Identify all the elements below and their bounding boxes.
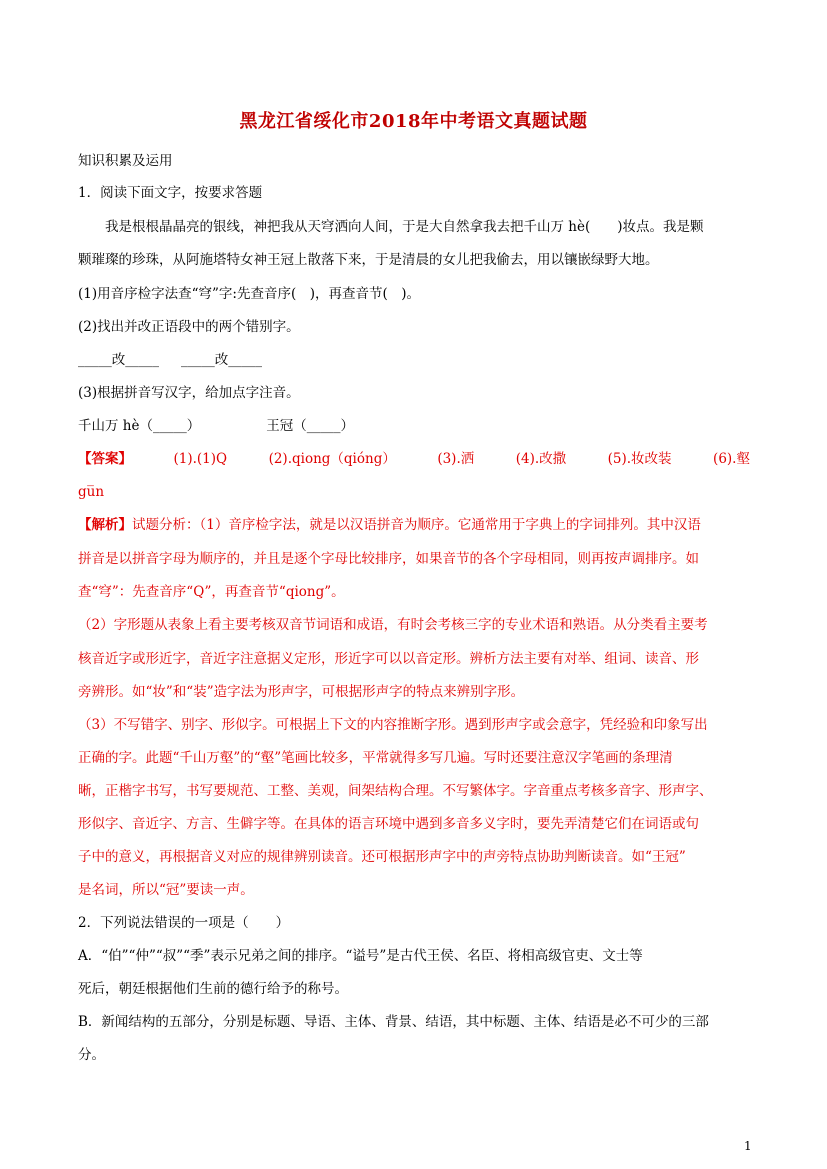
analysis-line-4: （2）字形题从表象上看主要考核双音节词语和成语，有时会考核三字的专业术语和熟语。从分类看主要考	[78, 617, 708, 633]
analysis-line-3: 查“穹”：先查音序“Q”，再查音节“qiong”。	[78, 584, 345, 600]
answer-item: (4).改撒	[515, 451, 567, 467]
analysis-line-1: 【解析】试题分析：（1）音序检字法，就是以汉语拼音为顺序。它通常用于字典上的字词排列。其中汉语	[78, 517, 701, 533]
analysis-line-11: 子中的意义，再根据音义对应的规律辨别读音。还可根据形声字中的声旁特点协助判断读音。如“王冠”	[78, 849, 686, 865]
q1-stem: 1．阅读下面文字，按要求答题	[78, 185, 263, 201]
analysis-line-10: 形似字、音近字、方言、生僻字等。在具体的语言环境中遇到多音多义字时，要先弄清楚它们在词语或句	[78, 816, 699, 832]
answer-item: (2).qiong（qióng）	[268, 451, 396, 467]
page-number: 1	[744, 1139, 752, 1153]
analysis-line-7: （3）不写错字、别字、形似字。可根据上下文的内容推断字形。遇到形声字或会意字，凭经验和印象写出	[78, 717, 708, 733]
answer-item: (1).(1)Q	[173, 451, 228, 467]
fill-b: 王冠（_____）	[266, 418, 354, 434]
document-title: 黑龙江省绥化市2018年中考语文真题试题	[239, 111, 588, 132]
blank-b: _____改_____	[181, 352, 262, 368]
q2-option-b-line-1: B．新闻结构的五部分，分别是标题、导语、主体、背景、结语，其中标题、主体、结语是必不可少的三部	[78, 1014, 709, 1030]
analysis-line-8: 正确的字。此题“千山万壑”的“壑”笔画比较多，平常就得多写几遍。写时还要注意汉字笔画的条理清	[78, 750, 673, 766]
analysis-line-6: 旁辨形。如“妆”和“装”造字法为形声字，可根据形声字的特点来辨别字形。	[78, 684, 525, 700]
section-heading: 知识积累及运用	[78, 153, 173, 169]
answer-line	[78, 450, 750, 468]
analysis-line-2: 拼音是以拼音字母为顺序的，并且是逐个字母比较排序，如果音节的各个字母相同，则再按声调排序。如	[78, 551, 699, 567]
answer-item: (6).壑	[713, 451, 750, 467]
q2-stem: 2．下列说法错误的一项是（ ）	[78, 915, 290, 931]
q1-sub1: (1)用音序检字法查“穹”字:先查音序( )，再查音节( )。	[78, 286, 421, 302]
q1-passage-line-2: 颗璀璨的珍珠，从阿施塔特女神王冠上散落下来，于是清晨的女儿把我偷去，用以镶嵌绿野大地。	[78, 252, 659, 268]
fill-a: 千山万 hè（_____）	[78, 418, 201, 434]
q1-sub2: (2)找出并改正语段中的两个错别字。	[78, 319, 300, 335]
q1-sub3: (3)根据拼音写汉字，给加点字注音。	[78, 385, 300, 401]
answer-item: (3).洒	[437, 451, 475, 467]
answer-tail: gu̅n	[78, 484, 105, 500]
blank-a: _____改_____	[78, 352, 159, 368]
q1-fill-blanks	[78, 417, 354, 435]
q1-passage-line-1: 我是根根晶晶亮的银线，神把我从天穹洒向人间，于是大自然拿我去把千山万 hè( )妆点。我是颗	[105, 219, 704, 235]
analysis-line-9: 晰，正楷字书写，书写要规范、工整、美观，间架结构合理。不写繁体字。字音重点考核多音字、形声字、	[78, 783, 713, 799]
answer-item: (5).妆改装	[607, 451, 672, 467]
q1-correction-blanks	[78, 351, 262, 369]
analysis-label: 【解析】	[78, 517, 132, 533]
answer-label: 【答案】	[78, 451, 132, 467]
q2-option-b-line-2: 分。	[78, 1047, 105, 1063]
q2-option-a-line-1: A．“伯”“仲”“叔”“季”表示兄弟之间的排序。“谥号”是古代王侯、名臣、将相高级官吏、文士等	[78, 948, 643, 964]
q2-option-a-line-2: 死后，朝廷根据他们生前的德行给予的称号。	[78, 981, 348, 997]
analysis-line-12: 是名词，所以“冠”要读一声。	[78, 882, 254, 898]
analysis-line-5: 核音近字或形近字，音近字注意据义定形，形近字可以以音定形。辨析方法主要有对举、组词、读音、形	[78, 651, 699, 667]
